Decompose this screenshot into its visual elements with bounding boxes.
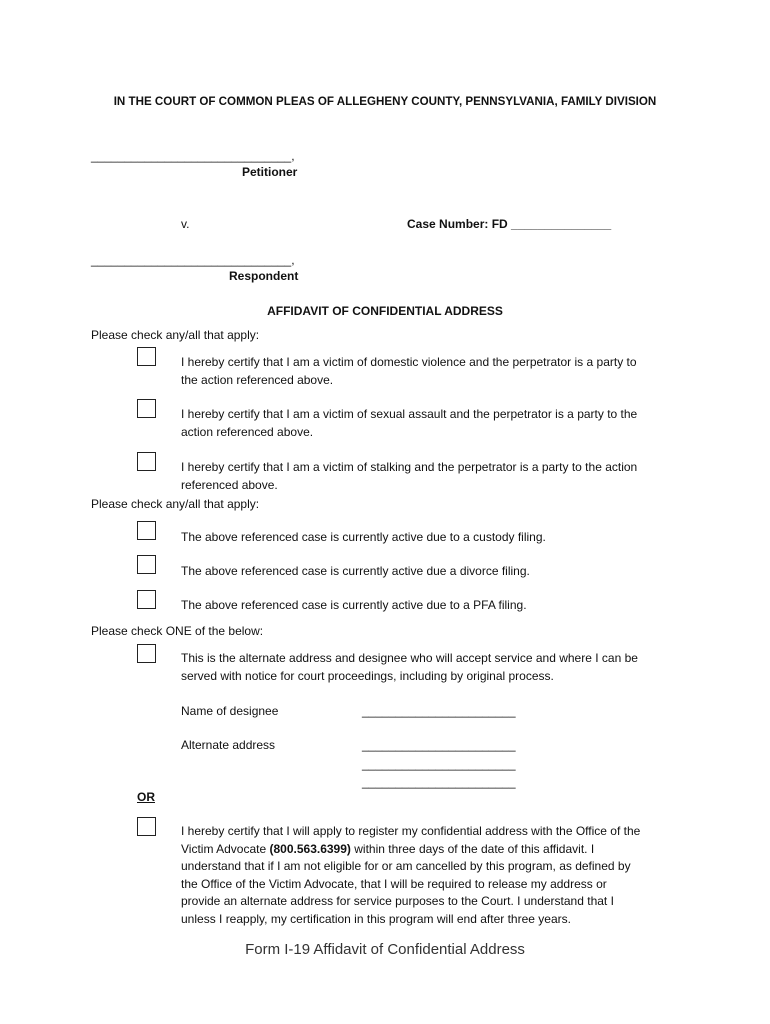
line2-pre: Victim Advocate — [181, 841, 270, 856]
alternate-address-field-1[interactable]: _______________________ — [362, 738, 516, 752]
petitioner-label: Petitioner — [242, 165, 298, 179]
sexual-assault-text: I hereby certify that I am a victim of sexual assault and the perpetrator is a party to the action referenced above. — [181, 407, 638, 439]
alternate-address-field-2[interactable]: _______________________ — [362, 757, 516, 771]
section1-instruction: Please check any/all that apply: — [91, 328, 260, 342]
form-title: AFFIDAVIT OF CONFIDENTIAL ADDRESS — [267, 304, 503, 318]
custody-filing-text: The above referenced case is currently active due to a custody filing. — [181, 530, 546, 544]
form-footer-title: Form I-19 Affidavit of Confidential Address — [245, 941, 525, 958]
section3-instruction: Please check ONE of the below: — [91, 624, 264, 638]
domestic-violence-text: I hereby certify that I am a victim of domestic violence and the perpetrator is a party to the action referenced above. — [181, 355, 637, 387]
alternate-address-checkbox[interactable] — [137, 644, 156, 663]
or-label: OR — [137, 790, 155, 804]
pfa-filing-text: The above referenced case is currently active due to a PFA filing. — [181, 598, 527, 612]
versus-label: v. — [181, 217, 190, 231]
victim-advocate-phone: (800.563.6399) — [269, 841, 351, 856]
respondent-line: ______________________________, — [91, 253, 295, 267]
alternate-address-label: Alternate address — [181, 738, 276, 752]
sexual-assault-checkbox[interactable] — [137, 399, 156, 418]
case-number: Case Number: FD _______________ — [407, 217, 612, 231]
section2-instruction: Please check any/all that apply: — [91, 497, 260, 511]
domestic-violence-checkbox[interactable] — [137, 347, 156, 366]
divorce-filing-checkbox[interactable] — [137, 555, 156, 574]
stalking-text: I hereby certify that I am a victim of stalking and the perpetrator is a party to the action referenced above. — [181, 460, 638, 492]
divorce-filing-text: The above referenced case is currently active due a divorce filing. — [181, 564, 530, 578]
petitioner-line: ______________________________, — [91, 149, 295, 163]
respondent-label: Respondent — [229, 269, 299, 283]
court-title: IN THE COURT OF COMMON PLEAS OF ALLEGHENY COUNTY, PENNSYLVANIA, FAMILY DIVISION — [113, 95, 657, 108]
line2-post: within three days of the date of this affidavit. I — [350, 841, 595, 856]
designee-label: Name of designee — [181, 704, 279, 718]
custody-filing-checkbox[interactable] — [137, 521, 156, 540]
alternate-address-text: This is the alternate address and designee who will accept service and where I can be served with notice for court proceedings, including by original process. — [181, 651, 638, 683]
alternate-address-field-3[interactable]: _______________________ — [362, 775, 516, 789]
confidential-program-checkbox[interactable] — [137, 817, 156, 836]
pfa-filing-checkbox[interactable] — [137, 590, 156, 609]
designee-field[interactable]: _______________________ — [362, 704, 516, 718]
stalking-checkbox[interactable] — [137, 452, 156, 471]
confidential-program-text: I hereby certify that I will apply to register my confidential address with the Office of the Victim Advocate (800.563.6399) within three days of the date of this affidavit. I understand that if I am not eligible for or am cancelled by this program, as defined by the Office of the Victim Advocate, that I will be required to release my address or provide an alternate address for service purposes to the Court. I understand that I unless I reapply, my certification in this program will end after three years. — [181, 824, 641, 926]
